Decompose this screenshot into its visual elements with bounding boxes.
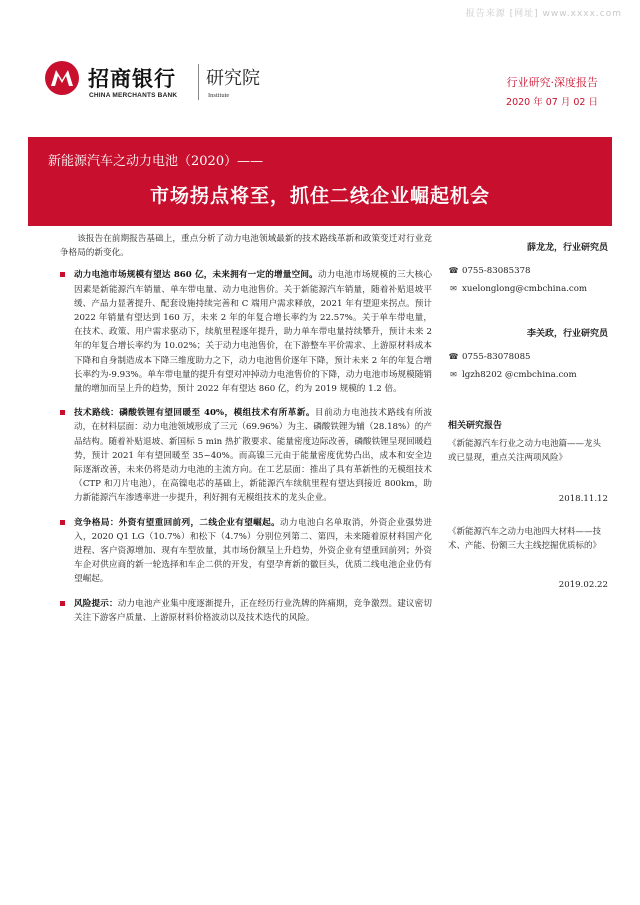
summary-body bbox=[60, 232, 432, 633]
report-title: 市场拐点将至，抓住二线企业崛起机会 bbox=[149, 185, 490, 207]
related-report-title: 《新能源汽车之动力电池四大材料——技术、产能、份额三大主线挖掘优质标的》 bbox=[448, 527, 602, 551]
analyst-name: 薛龙龙，行业研究员 bbox=[526, 243, 608, 253]
analyst-email: ✉ lgzh8202 @cmbchina.com bbox=[448, 370, 577, 380]
email-icon: ✉ bbox=[450, 284, 457, 293]
key-point-lead: 动力电池市场规模有望达 860 亿，未来拥有一定的增量空间。 bbox=[74, 270, 318, 281]
key-point-text: 动力电池市场规模的三大核心因素是新能源汽车销量、单车带电量、动力电池售价。关于新能源汽车销量，随着补贴退坡平缓、产品力显著提升、配套设施持续完善和 C 端用户需求释放，2021 年有望迎来拐点。预计 2022 年销量有望达到 160 万，未来 2 年的年复合增长率约为 22.57%。关于单车带电量，在技术、政策、用户需求驱动下，续航里程逐年提升，助力单车带电量持续攀升，预计未来 2 年的年复合增长率约为 10.02%；关于动力电池售价，在下游整车平价需求、上游原材料成本下降和自身制造成本下降三维度助力之下，动力电池售价逐年下降，预计未来 2 年的年复合增长率约为-9.93%。单车带电量的提升有望对冲掉动力电池售价的下降，动力电池市场规模随销量的增加而呈上升的趋势，预计 2022 年有望达 860 亿，约为 2019 规模的 1.2 倍。 bbox=[74, 270, 432, 395]
key-point-competition bbox=[60, 516, 432, 587]
watermark: 报告来源 [网址] www.xxxx.com bbox=[465, 9, 622, 19]
header-divider bbox=[198, 64, 199, 100]
bullet-square-icon bbox=[60, 410, 65, 415]
key-point-tech-route bbox=[60, 406, 432, 505]
key-point-market-size bbox=[60, 268, 432, 396]
key-point-text: 动力电池白名单取消，外资企业强势进入，2020 Q1 LG（10.7%）和松下（4.7%）分别位列第二、第四，未来随着原材料国产化进程、客户资源增加、现有车型放量，其市场份额呈上升趋势，外资企业有望重回前列；外资车企对供应商的新一轮选择和车企二供的开发，有望孕育新的徽巨头，优质二线电池企业仍有望崛起。 bbox=[74, 517, 432, 585]
analyst-email: ✉ xuelonglong@cmbchina.com bbox=[448, 284, 587, 294]
bullet-square-icon bbox=[60, 272, 65, 277]
related-report-date: 2018.11.12 bbox=[558, 494, 608, 504]
analyst-name: 李关政，行业研究员 bbox=[526, 329, 608, 339]
intro-paragraph: 该报告在前期报告基础上，重点分析了动力电池领域最新的技术路线革新和政策变迁对行业竞争格局的新变化。 bbox=[60, 234, 432, 259]
cmb-logo-icon bbox=[44, 60, 80, 96]
email-icon: ✉ bbox=[450, 370, 457, 379]
key-point-lead: 技术路线：磷酸铁锂有望回暖至 40%，模组技术有所革新。 bbox=[74, 408, 315, 419]
analyst-phone: ☎ 0755-83078085 bbox=[448, 352, 531, 362]
title-banner bbox=[28, 137, 612, 226]
phone-icon: ☎ bbox=[448, 352, 459, 361]
report-type: 行业研究·深度报告 bbox=[506, 76, 598, 89]
key-point-risk bbox=[60, 597, 432, 625]
bullet-square-icon bbox=[60, 601, 65, 606]
related-reports-title: 相关研究报告 bbox=[448, 421, 503, 431]
related-report-date: 2019.02.22 bbox=[558, 580, 608, 590]
key-point-text: 动力电池产业集中度逐渐提升，正在经历行业洗牌的阵痛期，竞争激烈。建议密切关注下游客户质量、上游原材料价格波动以及技术迭代的风险。 bbox=[74, 598, 432, 623]
key-point-lead: 竞争格局：外资有望重回前列，二线企业有望崛起。 bbox=[74, 517, 281, 528]
key-point-text: 目前动力电池技术路线有所波动，在材料层面：动力电池领域形成了三元（69.96%）为主、磷酸铁锂为辅（28.18%）的产品结构。随着补贴退坡、新国标 5 min 热扩散要求、能量密度边际改善，磷酸铁锂呈现回暖趋势，预计 2021 年有望回暖至 35~40%。而高镍三元由于能量密度优势凸出，成本和安全边际逐渐改善，未来仍将是动力电池的主流方向。在工艺层面：推出了具有革新性的无模组技术（CTP 和刀片电池），在高镍电芯的基础上，新能源汽车续航里程有望达到接近 800km，助力新能源汽车渗透率进一步提升，利好拥有无模组技术的龙头企业。 bbox=[74, 408, 432, 504]
institute-name: 研究院 bbox=[206, 68, 260, 89]
report-series: 新能源汽车之动力电池（2020）—— bbox=[48, 154, 264, 169]
related-report-title: 《新能源汽车行业之动力电池篇——龙头或已显现，重点关注两项风险》 bbox=[448, 439, 602, 463]
sidebar bbox=[448, 240, 608, 600]
institute-name-en: Institute bbox=[208, 92, 230, 99]
bank-name-en: CHINA MERCHANTS BANK bbox=[89, 92, 178, 99]
phone-icon: ☎ bbox=[448, 266, 459, 275]
key-point-lead: 风险提示： bbox=[74, 598, 118, 609]
analyst-phone: ☎ 0755-83085378 bbox=[448, 266, 531, 276]
report-date: 2020 年 07 月 02 日 bbox=[506, 97, 598, 108]
bullet-square-icon bbox=[60, 520, 65, 525]
bank-name: 招商银行 bbox=[88, 67, 176, 91]
